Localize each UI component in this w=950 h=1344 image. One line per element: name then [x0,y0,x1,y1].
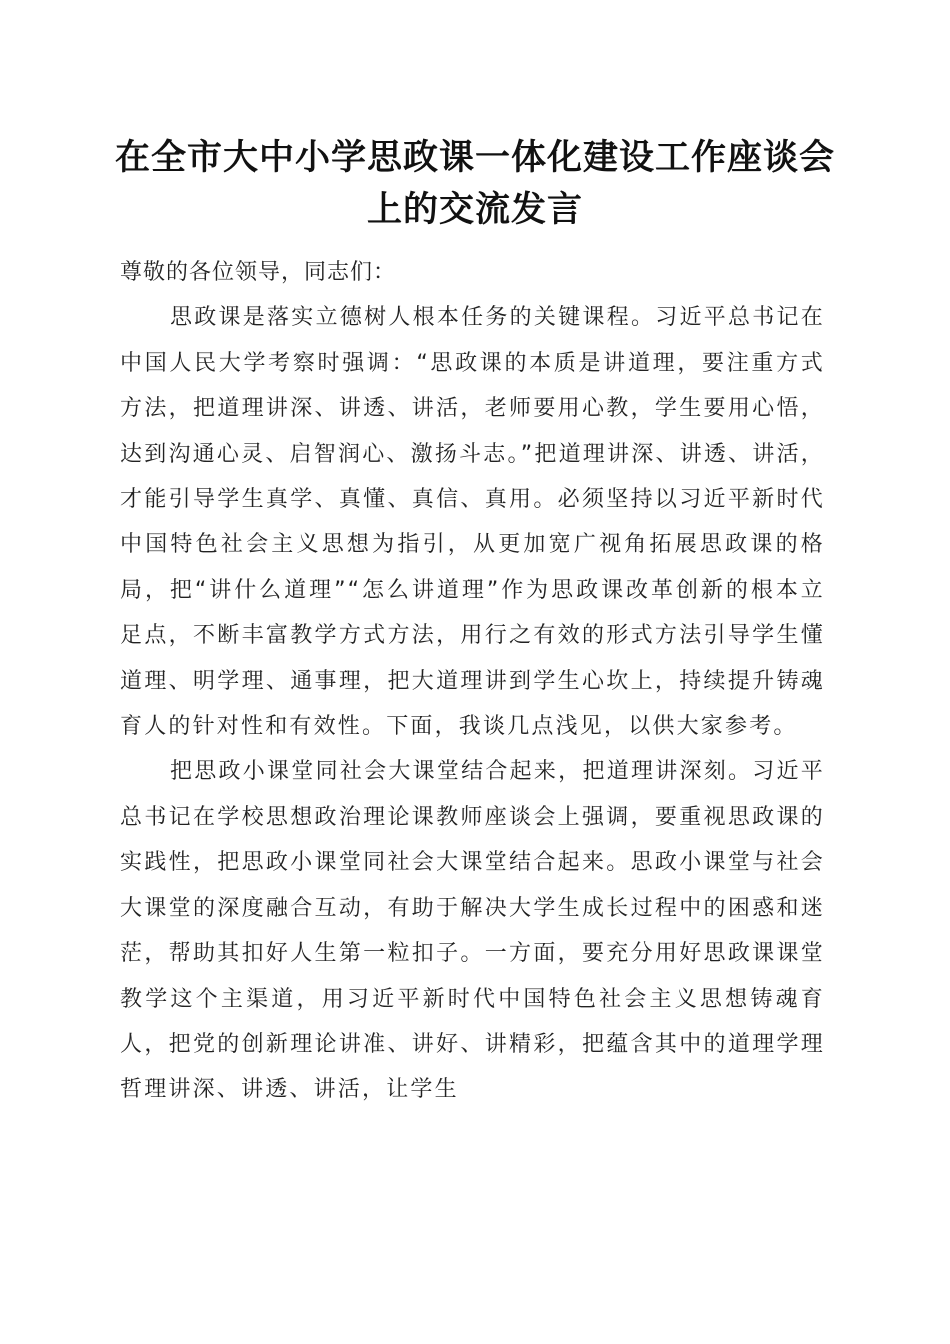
paragraph-intro: 思政课是落实立德树人根本任务的关键课程。习近平总书记在中国人民大学考察时强调：“思政课的本质是讲道理，要注重方式方法，把道理讲深、讲透、讲活，老师要用心教，学生要用心悟，达到沟通心灵、启智润心、激扬斗志。”把道理讲深、讲透、讲活，才能引导学生真学、真懂、真信、真用。必须坚持以习近平新时代中国特色社会主义思想为指引，从更加宽广视角拓展思政课的格局，把“讲什么道理”“怎么讲道理”作为思政课改革创新的根本立足点，不断丰富教学方式方法，用行之有效的形式方法引导学生懂道理、明学理、通事理，把大道理讲到学生心坎上，持续提升铸魂育人的针对性和有效性。下面，我谈几点浅见，以供大家参考。 [120,305,825,740]
document-body [120,250,825,1113]
salutation: 尊敬的各位领导，同志们： [120,260,397,285]
paragraph-section-one: 把思政小课堂同社会大课堂结合起来，把道理讲深刻。习近平总书记在学校思想政治理论课教师座谈会上强调，要重视思政课的实践性，把思政小课堂同社会大课堂结合起来。思政小课堂与社会大课堂的深度融合互动，有助于解决大学生成长过程中的困惑和迷茫，帮助其扣好人生第一粒扣子。一方面，要充分用好思政课课堂教学这个主渠道，用习近平新时代中国特色社会主义思想铸魂育人，把党的创新理论讲准、讲好、讲精彩，把蕴含其中的道理学理哲理讲深、讲透、讲活，让学生 [120,759,825,1103]
document-title: 在全市大中小学思政课一体化建设工作座谈会上的交流发言 [114,137,835,230]
